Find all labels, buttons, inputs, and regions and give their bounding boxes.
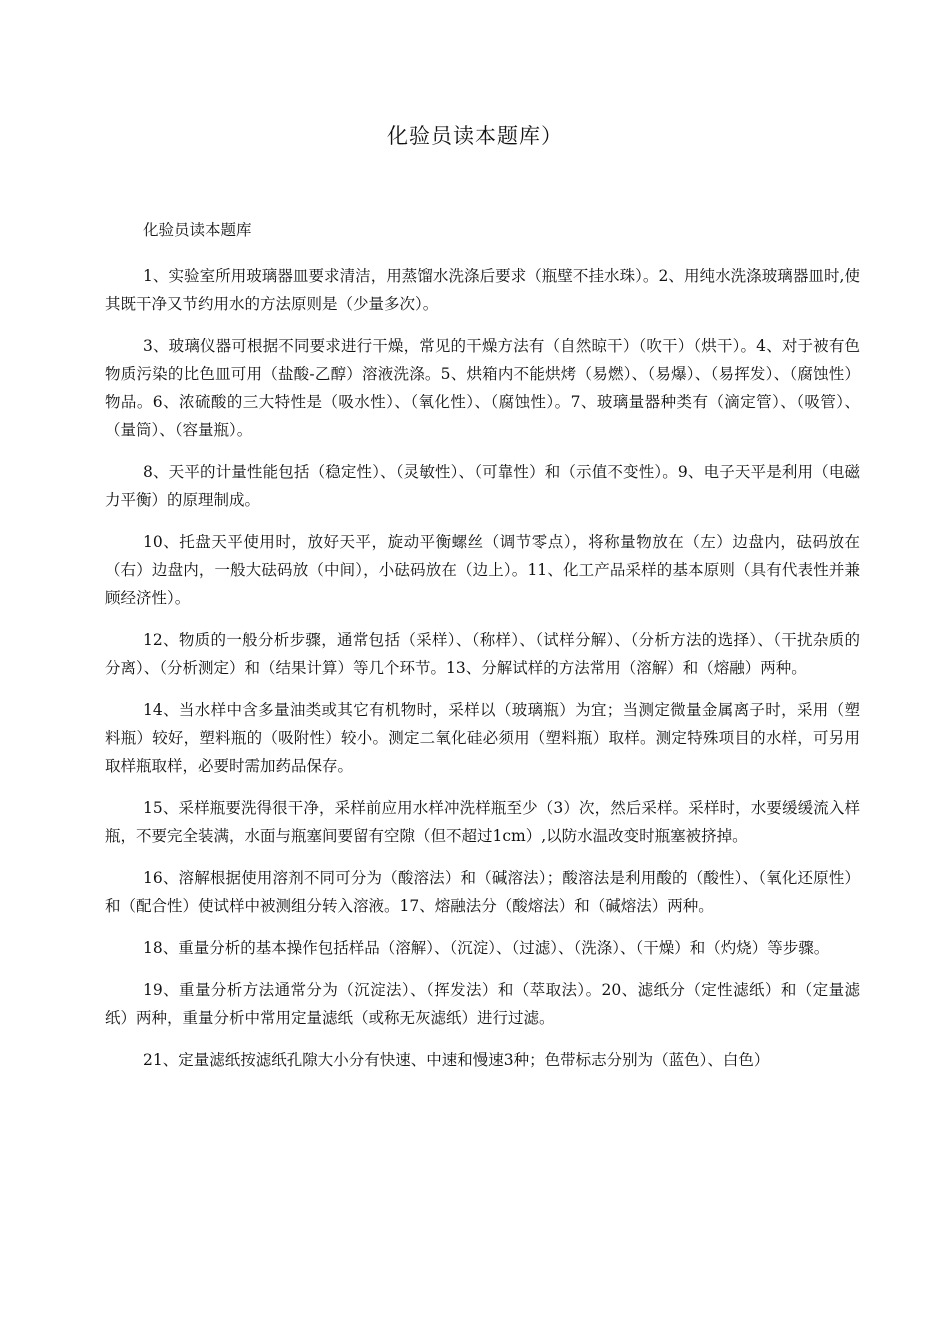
- paragraph: 21、定量滤纸按滤纸孔隙大小分有快速、中速和慢速3种；色带标志分别为（蓝色）、白色）: [143, 1051, 770, 1069]
- paragraph: 8、天平的计量性能包括（稳定性）、（灵敏性）、（可靠性）和（示值不变性）。9、电子天平是利用（电磁力平衡）的原理制成。: [105, 463, 860, 509]
- paragraph: 16、溶解根据使用溶剂不同可分为（酸溶法）和（碱溶法）；酸溶法是利用酸的（酸性）、（氧化还原性）和（配合性）使试样中被测组分转入溶液。17、熔融法分（酸熔法）和（碱熔法）两种。: [105, 869, 860, 915]
- paragraph: 1、实验室所用玻璃器皿要求清洁，用蒸馏水洗涤后要求（瓶壁不挂水珠）。2、用纯水洗涤玻璃器皿时,使其既干净又节约用水的方法原则是（少量多次）。: [105, 267, 860, 313]
- paragraph: 10、托盘天平使用时，放好天平，旋动平衡螺丝（调节零点），将称量物放在（左）边盘内，砝码放在（右）边盘内，一般大砝码放（中间），小砝码放在（边上）。11、化工产品采样的基本原则（具有代表性并兼顾经济性）。: [105, 533, 860, 607]
- paragraph: 12、物质的一般分析步骤，通常包括（采样）、（称样）、（试样分解）、（分析方法的选择）、（干扰杂质的分离）、（分析测定）和（结果计算）等几个环节。13、分解试样的方法常用（溶解）和（熔融）两种。: [105, 631, 860, 677]
- paragraph: 19、重量分析方法通常分为（沉淀法）、（挥发法）和（萃取法）。20、滤纸分（定性滤纸）和（定量滤纸）两种，重量分析中常用定量滤纸（或称无灰滤纸）进行过滤。: [105, 981, 860, 1027]
- document-subtitle: 化验员读本题库: [143, 221, 252, 239]
- paragraph: 15、采样瓶要洗得很干净，采样前应用水样冲洗样瓶至少（3）次，然后采样。采样时，水要缓缓流入样瓶，不要完全装满，水面与瓶塞间要留有空隙（但不超过1cm）,以防水温改变时瓶塞被挤掉。: [105, 799, 860, 845]
- paragraph: 14、当水样中含多量油类或其它有机物时，采样以（玻璃瓶）为宜；当测定微量金属离子时，采用（塑料瓶）较好，塑料瓶的（吸附性）较小。测定二氧化硅必须用（塑料瓶）取样。测定特殊项目的水样，可另用取样瓶取样，必要时需加药品保存。: [105, 701, 860, 775]
- document-body: [105, 262, 860, 1088]
- paragraph: 3、玻璃仪器可根据不同要求进行干燥，常见的干燥方法有（自然晾干）（吹干）（烘干）。4、对于被有色物质污染的比色皿可用（盐酸-乙醇）溶液洗涤。5、烘箱内不能烘烤（易燃）、（易爆）、（易挥发）、（腐蚀性）物品。6、浓硫酸的三大特性是（吸水性）、（氧化性）、（腐蚀性）。7、玻璃量器种类有（滴定管）、（吸管）、（量筒）、（容量瓶）。: [105, 337, 860, 439]
- document-title: 化验员读本题库）: [387, 124, 563, 148]
- paragraph: 18、重量分析的基本操作包括样品（溶解）、（沉淀）、（过滤）、（洗涤）、（干燥）和（灼烧）等步骤。: [143, 939, 830, 957]
